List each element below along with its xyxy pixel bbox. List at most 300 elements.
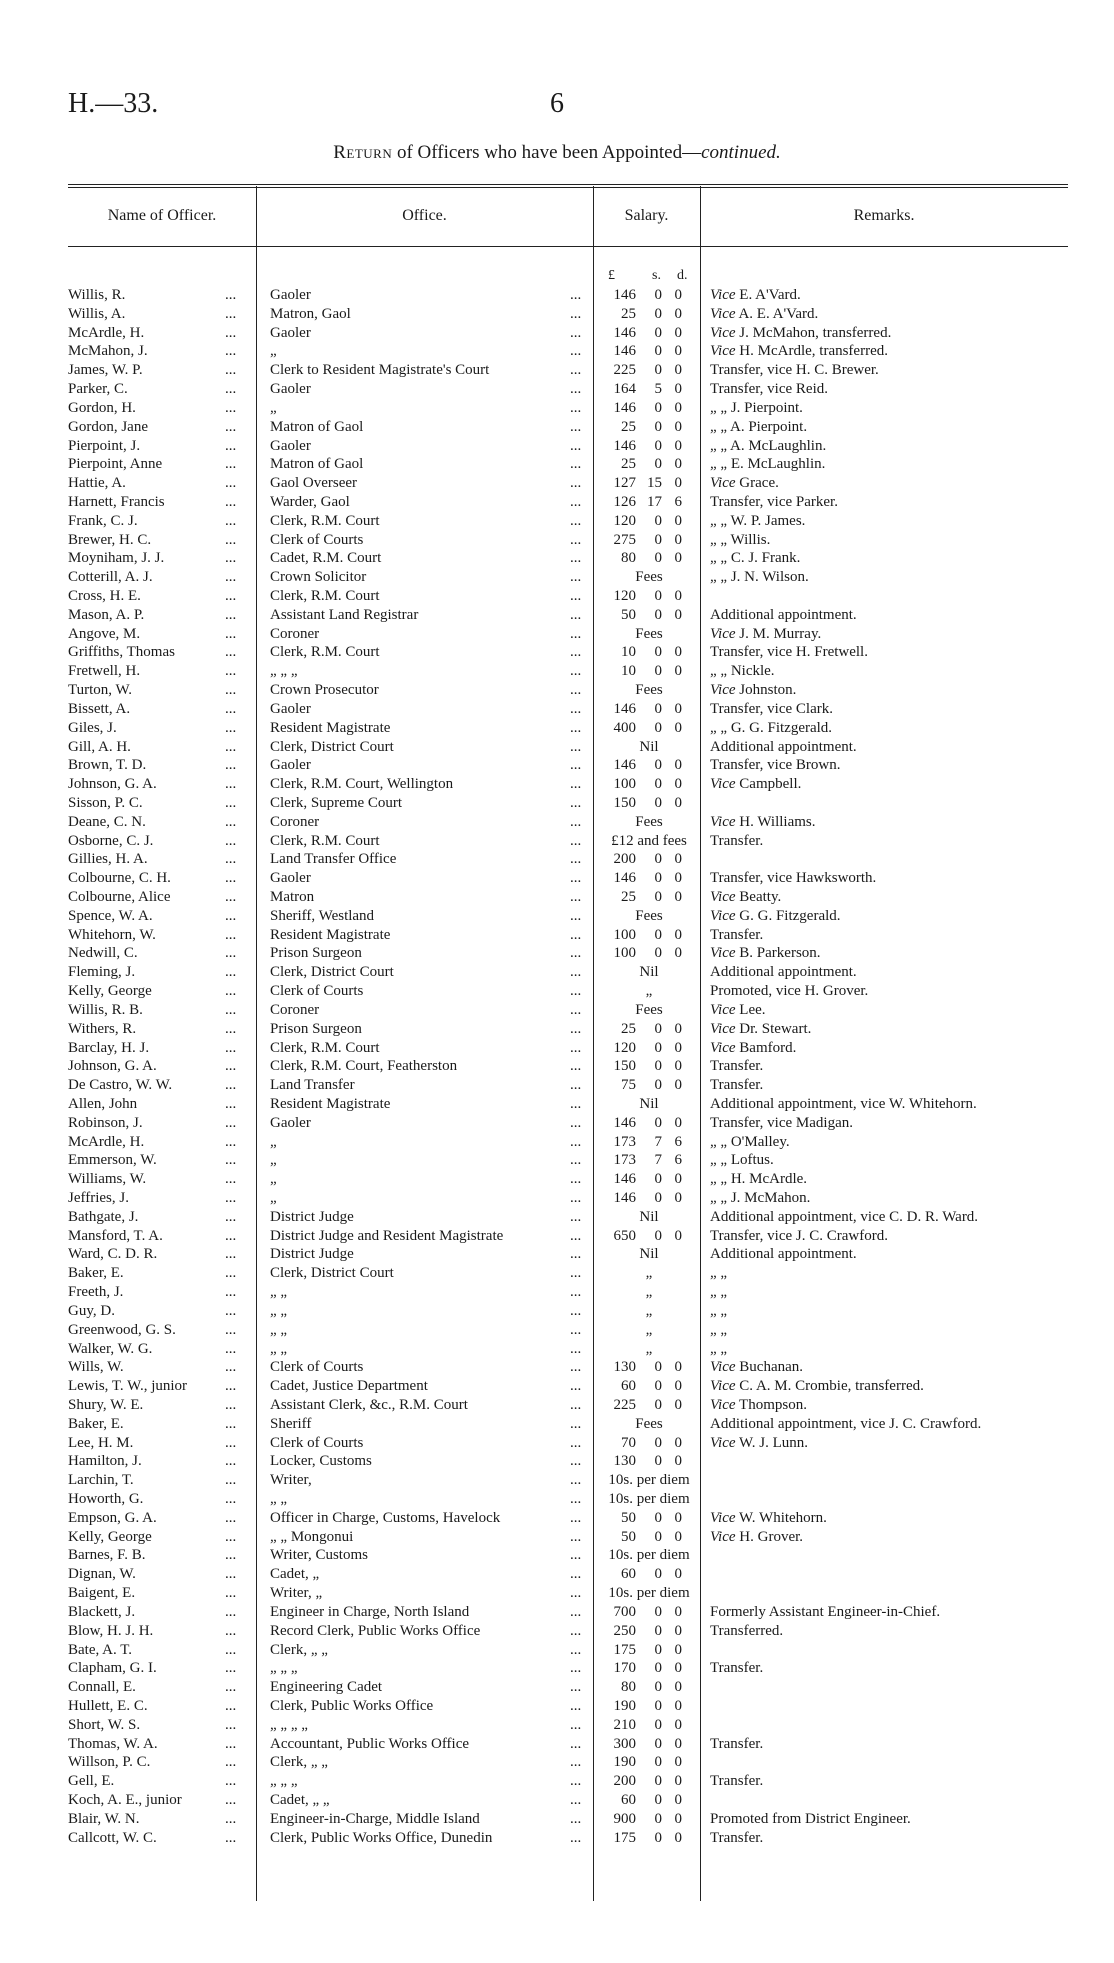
salary-shillings: 0: [654, 794, 662, 811]
table-row: [0, 756, 1114, 775]
salary-shillings: 17: [647, 493, 662, 510]
leader-dots: ...: [570, 1472, 582, 1489]
remarks-text: Transfer, vice Clark.: [710, 700, 833, 717]
salary-pence: 0: [674, 1378, 682, 1395]
table-row: [0, 1264, 1114, 1283]
leader-dots: ...: [225, 983, 237, 1000]
officer-name: Emmerson, W.: [68, 1152, 157, 1169]
salary-pence: 0: [674, 757, 682, 774]
leader-dots: ...: [570, 1810, 582, 1827]
salary-shillings: 0: [654, 305, 662, 322]
office-title: Resident Magistrate: [270, 719, 391, 736]
salary: [600, 1735, 698, 1754]
remarks-text: Dr. Stewart.: [735, 1020, 812, 1037]
officer-name: Dignan, W.: [68, 1566, 136, 1583]
salary: [600, 1697, 698, 1716]
salary-pounds: 400: [613, 719, 636, 736]
remarks: [710, 982, 868, 1001]
salary-pounds: 130: [613, 1453, 636, 1470]
salary: [600, 437, 698, 456]
remarks: [710, 643, 868, 662]
salary-pounds: 275: [613, 531, 636, 548]
salary-shillings: 0: [654, 1020, 662, 1037]
officer-name: Colbourne, C. H.: [68, 870, 171, 887]
salary-pence: 0: [674, 851, 682, 868]
remarks-text: „ „ A. Pierpoint.: [710, 418, 808, 435]
remarks: [710, 963, 857, 982]
leader-dots: ...: [225, 1810, 237, 1827]
office-title: Gaoler: [270, 870, 311, 887]
salary: 10s. per diem: [608, 1472, 690, 1489]
remarks-text: H. Williams.: [735, 813, 816, 830]
office-title: „: [270, 1133, 277, 1150]
salary-pence: 0: [674, 700, 682, 717]
salary-pounds: 50: [621, 1509, 636, 1526]
salary: „: [645, 1302, 653, 1319]
table-row: [0, 1076, 1114, 1095]
remarks-text: „ „ Nickle.: [710, 663, 775, 680]
officer-name: Howorth, G.: [68, 1491, 144, 1507]
leader-dots: ...: [225, 1340, 237, 1357]
table-row: [0, 418, 1114, 437]
officer-name: Bathgate, J.: [68, 1208, 139, 1225]
salary-pounds: 150: [613, 794, 636, 811]
table-row: [0, 700, 1114, 719]
remarks: [710, 1434, 808, 1453]
officer-name: Thomas, W. A.: [68, 1735, 158, 1752]
leader-dots: ...: [225, 738, 237, 755]
leader-dots: ...: [225, 456, 237, 473]
salary: [600, 1358, 698, 1377]
table-row: [0, 1057, 1114, 1076]
salary: [600, 1810, 698, 1829]
salary-shillings: 0: [654, 776, 662, 793]
leader-dots: ...: [225, 663, 237, 680]
leader-dots: ...: [570, 644, 582, 661]
remarks: [710, 907, 841, 926]
officer-name: Cross, H. E.: [68, 588, 141, 604]
office-title: Cadet, „: [270, 1566, 320, 1583]
leader-dots: ...: [225, 1284, 237, 1301]
salary-pence: 0: [674, 287, 682, 303]
leader-dots: ...: [570, 1265, 582, 1282]
leader-dots: ...: [225, 1754, 237, 1771]
leader-dots: ...: [225, 832, 237, 849]
remarks: [710, 380, 828, 399]
officer-name: Short, W. S.: [68, 1716, 141, 1733]
office-title: Engineering Cadet: [270, 1679, 383, 1696]
salary: [600, 418, 698, 437]
salary-pounds: 127: [613, 475, 636, 492]
office-title: Clerk, Supreme Court: [270, 794, 403, 811]
leader-dots: ...: [570, 889, 582, 905]
office-title: Writer, „: [270, 1585, 323, 1602]
salary-shillings: 0: [654, 324, 662, 341]
leader-dots: ...: [225, 512, 237, 529]
salary-shillings: 0: [654, 1622, 662, 1639]
remarks: [710, 625, 821, 644]
salary-shillings: 0: [654, 588, 662, 604]
col-header-name: Name of Officer.: [107, 207, 217, 224]
leader-dots: ...: [225, 550, 237, 567]
remarks: [710, 832, 763, 851]
salary-shillings: 0: [654, 512, 662, 529]
table-row: [0, 1622, 1114, 1641]
salary-pence: 0: [674, 889, 682, 905]
leader-dots: ...: [570, 1227, 582, 1244]
remarks-text: Grace.: [735, 475, 779, 492]
remarks-text: Additional appointment.: [710, 1246, 857, 1263]
officer-name: Willis, R. B.: [68, 1001, 143, 1018]
salary-shillings: 0: [654, 663, 662, 680]
salary-pence: 0: [674, 1735, 682, 1752]
table-row: [0, 324, 1114, 343]
salary-pounds: 50: [621, 1528, 636, 1545]
leader-dots: ...: [570, 456, 582, 473]
salary-pounds: 146: [613, 287, 636, 303]
officer-name: Willson, P. C.: [68, 1754, 151, 1771]
salary-shillings: 0: [654, 1697, 662, 1714]
salary-pounds: 650: [613, 1227, 636, 1244]
table-row: [0, 1001, 1114, 1020]
salary: [600, 587, 698, 606]
salary-pence: 0: [674, 1114, 682, 1131]
remarks-vice: Vice: [710, 1020, 736, 1037]
leader-dots: ...: [570, 1396, 582, 1413]
officer-name: Colbourne, Alice: [68, 889, 171, 905]
table-row: [0, 1829, 1114, 1848]
title-middle: of Officers who have been Appointed—: [392, 142, 702, 163]
table-row: [0, 1170, 1114, 1189]
salary: [600, 1565, 698, 1584]
officer-name: Johnson, G. A.: [68, 776, 157, 793]
salary: [600, 643, 698, 662]
salary: [600, 549, 698, 568]
remarks: [710, 1659, 763, 1678]
office-title: Clerk, R.M. Court: [270, 588, 380, 604]
leader-dots: ...: [225, 1491, 237, 1507]
leader-dots: ...: [570, 475, 582, 492]
salary: [600, 719, 698, 738]
officer-name: Empson, G. A.: [68, 1509, 157, 1526]
salary-shillings: 0: [654, 644, 662, 661]
table-row: [0, 1565, 1114, 1584]
salary-shillings: 0: [654, 719, 662, 736]
salary-pounds: 130: [613, 1359, 636, 1376]
officer-name: Griffiths, Thomas: [68, 644, 175, 661]
salary-pence: 0: [674, 512, 682, 529]
office-title: Clerk, R.M. Court, Featherston: [270, 1058, 458, 1075]
table-row: [0, 1095, 1114, 1114]
leader-dots: ...: [225, 1566, 237, 1583]
salary-pence: 0: [674, 1792, 682, 1808]
remarks-vice: Vice: [710, 305, 736, 322]
leader-dots: ...: [570, 324, 582, 341]
salary-shillings: 0: [654, 1773, 662, 1790]
salary: [600, 1039, 698, 1058]
remarks-vice: Vice: [710, 1359, 736, 1376]
salary-pence: 0: [674, 1716, 682, 1733]
table-row: [0, 1377, 1114, 1396]
office-title: Clerk, R.M. Court: [270, 644, 380, 661]
officer-name: Mason, A. P.: [68, 606, 145, 623]
table-row: [0, 1735, 1114, 1754]
salary-pence: 0: [674, 663, 682, 680]
remarks-text: „ „: [710, 1302, 728, 1319]
leader-dots: ...: [225, 1095, 237, 1112]
salary-pounds: 80: [621, 550, 636, 567]
table-row: [0, 681, 1114, 700]
table-row: [0, 963, 1114, 982]
leader-dots: ...: [570, 700, 582, 717]
leader-dots: ...: [225, 1472, 237, 1489]
officer-name: Sisson, P. C.: [68, 794, 143, 811]
salary-pounds: 200: [613, 1773, 636, 1790]
leader-dots: ...: [225, 813, 237, 830]
salary-pence: 0: [674, 343, 682, 360]
remarks: [710, 512, 805, 531]
remarks: [710, 888, 781, 907]
leader-dots: ...: [570, 1697, 582, 1714]
office-title: Gaol Overseer: [270, 475, 358, 492]
office-title: Coroner: [270, 813, 320, 830]
salary: [600, 531, 698, 550]
leader-dots: ...: [570, 531, 582, 548]
salary-shillings: 0: [654, 1453, 662, 1470]
remarks-vice: Vice: [710, 1434, 736, 1451]
salary: [600, 380, 698, 399]
remarks: [710, 1227, 888, 1246]
remarks-text: E. A'Vard.: [735, 287, 801, 303]
remarks-text: Transfer, vice Madigan.: [710, 1114, 853, 1131]
table-row: [0, 1452, 1114, 1471]
officer-name: Callcott, W. C.: [68, 1829, 157, 1846]
remarks-vice: Vice: [710, 813, 736, 830]
salary-pence: 0: [674, 1603, 682, 1620]
salary-pence: 0: [674, 1077, 682, 1094]
leader-dots: ...: [570, 1246, 582, 1263]
officer-name: Deane, C. N.: [68, 813, 146, 830]
officer-name: Walker, W. G.: [68, 1340, 153, 1357]
officer-name: Brewer, H. C.: [68, 531, 152, 548]
remarks-text: H. Grover.: [735, 1528, 804, 1545]
officer-name: Allen, John: [68, 1095, 138, 1112]
office-title: Clerk, District Court: [270, 964, 394, 981]
remarks-vice: Vice: [710, 1039, 736, 1056]
office-title: Clerk to Resident Magistrate's Court: [270, 362, 490, 379]
salary-shillings: 0: [654, 851, 662, 868]
salary-pounds: 80: [621, 1679, 636, 1696]
header-bottom-rule: [68, 246, 1068, 247]
office-title: „: [270, 1190, 277, 1206]
remarks-text: „ „: [710, 1265, 728, 1282]
salary-pounds: 10: [621, 644, 636, 661]
office-title: Gaoler: [270, 437, 311, 454]
leader-dots: ...: [570, 1792, 582, 1808]
salary-pounds: 50: [621, 606, 636, 623]
leader-dots: ...: [225, 1622, 237, 1639]
office-title: Matron of Gaol: [270, 456, 364, 473]
leader-dots: ...: [570, 588, 582, 604]
leader-dots: ...: [570, 1340, 582, 1357]
salary: [600, 888, 698, 907]
office-title: „: [270, 399, 277, 416]
office-title: Gaoler: [270, 324, 311, 341]
remarks: [710, 1829, 763, 1848]
leader-dots: ...: [225, 1716, 237, 1733]
table-row: [0, 512, 1114, 531]
leader-dots: ...: [225, 625, 237, 642]
leader-dots: ...: [225, 588, 237, 604]
table-row: [0, 1772, 1114, 1791]
salary-pence: 0: [674, 1058, 682, 1075]
table-row: [0, 1471, 1114, 1490]
office-title: Writer,: [270, 1472, 312, 1489]
office-title: „: [270, 1152, 277, 1169]
remarks: [710, 1039, 796, 1058]
remarks-text: Transfer.: [710, 1735, 764, 1752]
salary-shillings: 0: [654, 1679, 662, 1696]
table-row: [0, 982, 1114, 1001]
remarks: [710, 455, 825, 474]
office-title: Gaoler: [270, 757, 311, 774]
leader-dots: ...: [225, 1829, 237, 1846]
remarks: [710, 1735, 763, 1754]
remarks-text: „ „: [710, 1321, 728, 1338]
leader-dots: ...: [225, 1585, 237, 1602]
table-row: [0, 1659, 1114, 1678]
salary-pence: 0: [674, 1829, 682, 1846]
leader-dots: ...: [570, 1491, 582, 1507]
remarks: [710, 1208, 978, 1227]
remarks-text: „ „ A. McLaughlin.: [710, 437, 827, 454]
salary: [600, 1641, 698, 1660]
leader-dots: ...: [570, 1566, 582, 1583]
table-row: [0, 1283, 1114, 1302]
office-title: Clerk, District Court: [270, 1265, 394, 1282]
leader-dots: ...: [225, 287, 237, 303]
salary-pounds: 164: [613, 381, 636, 398]
salary-pence: 6: [674, 1133, 682, 1150]
remarks: [710, 1810, 911, 1829]
remarks-text: Additional appointment, vice J. C. Crawford.: [710, 1415, 982, 1432]
leader-dots: ...: [225, 1077, 237, 1094]
remarks-text: Transfer.: [710, 1058, 764, 1075]
salary-shillings: 0: [654, 1396, 662, 1413]
salary-pence: 0: [674, 1359, 682, 1376]
salary-pounds: 146: [613, 324, 636, 341]
table-row: [0, 474, 1114, 493]
salary: Fees: [635, 569, 663, 586]
remarks-vice: Vice: [710, 907, 736, 924]
office-title: District Judge and Resident Magistrate: [270, 1227, 504, 1244]
table-row: [0, 850, 1114, 869]
remarks-text: „ „ C. J. Frank.: [710, 550, 801, 567]
salary-pounds: 60: [621, 1566, 636, 1583]
salary-pounds: 173: [613, 1133, 636, 1150]
salary-pence: 0: [674, 531, 682, 548]
leader-dots: ...: [225, 1020, 237, 1037]
office-title: Assistant Clerk, &c., R.M. Court: [270, 1396, 468, 1413]
salary-shillings: 0: [654, 1039, 662, 1056]
leader-dots: ...: [570, 832, 582, 849]
leader-dots: ...: [570, 418, 582, 435]
officer-name: Giles, J.: [68, 719, 117, 736]
officer-name: Shury, W. E.: [68, 1396, 144, 1413]
officer-name: Baker, E.: [68, 1265, 124, 1282]
table-row: [0, 1189, 1114, 1208]
office-title: Resident Magistrate: [270, 926, 391, 943]
remarks-text: Additional appointment, vice W. Whitehorn.: [710, 1095, 977, 1112]
remarks-vice: Vice: [710, 1528, 736, 1545]
remarks: [710, 1603, 940, 1622]
office-title: Matron: [270, 889, 315, 905]
salary: [600, 1377, 698, 1396]
office-title: „ „ „: [270, 1660, 298, 1677]
leader-dots: ...: [570, 1773, 582, 1790]
leader-dots: ...: [225, 1190, 237, 1206]
salary: [600, 305, 698, 324]
salary-pounds: 120: [613, 1039, 636, 1056]
table-row: [0, 907, 1114, 926]
remarks-text: Additional appointment.: [710, 964, 857, 981]
officer-name: Turton, W.: [68, 682, 133, 699]
salary-pence: 0: [674, 1641, 682, 1658]
leader-dots: ...: [570, 1415, 582, 1432]
salary-pence: 0: [674, 588, 682, 604]
remarks-text: Transfer, vice Hawksworth.: [710, 870, 877, 887]
remarks: [710, 681, 796, 700]
officer-name: Freeth, J.: [68, 1284, 124, 1301]
office-title: Sheriff: [270, 1415, 312, 1432]
office-title: Clerk, R.M. Court: [270, 1039, 380, 1056]
table-row: [0, 926, 1114, 945]
leader-dots: ...: [570, 1829, 582, 1846]
salary: Fees: [635, 682, 663, 699]
leader-dots: ...: [225, 1039, 237, 1056]
leader-dots: ...: [225, 1396, 237, 1413]
salary-pence: 6: [674, 1152, 682, 1169]
remarks: [710, 531, 770, 550]
remarks-text: Johnston.: [735, 682, 797, 699]
leader-dots: ...: [570, 1528, 582, 1545]
officer-name: Blow, H. J. H.: [68, 1622, 154, 1639]
officer-name: Larchin, T.: [68, 1472, 134, 1489]
remarks: [710, 700, 833, 719]
salary: [600, 1678, 698, 1697]
salary-pence: 6: [674, 493, 682, 510]
salary: [600, 775, 698, 794]
remarks-text: Campbell.: [735, 776, 802, 793]
salary-pence: 0: [674, 1679, 682, 1696]
leader-dots: ...: [570, 1020, 582, 1037]
officer-name: Cotterill, A. J.: [68, 569, 153, 586]
remarks: [710, 1114, 853, 1133]
officer-name: Kelly, George: [68, 1528, 152, 1545]
leader-dots: ...: [570, 1754, 582, 1771]
remarks: [710, 418, 807, 437]
remarks-text: Transfer, vice Brown.: [710, 757, 841, 774]
remarks-text: Beatty.: [735, 889, 782, 905]
remarks-text: „ „ J. Pierpoint.: [710, 399, 803, 416]
remarks: [710, 1020, 811, 1039]
remarks: [710, 1772, 763, 1791]
leader-dots: ...: [570, 945, 582, 962]
salary: [600, 1189, 698, 1208]
office-title: Engineer-in-Charge, Middle Island: [270, 1810, 480, 1827]
salary: [600, 1057, 698, 1076]
table-row: [0, 1302, 1114, 1321]
